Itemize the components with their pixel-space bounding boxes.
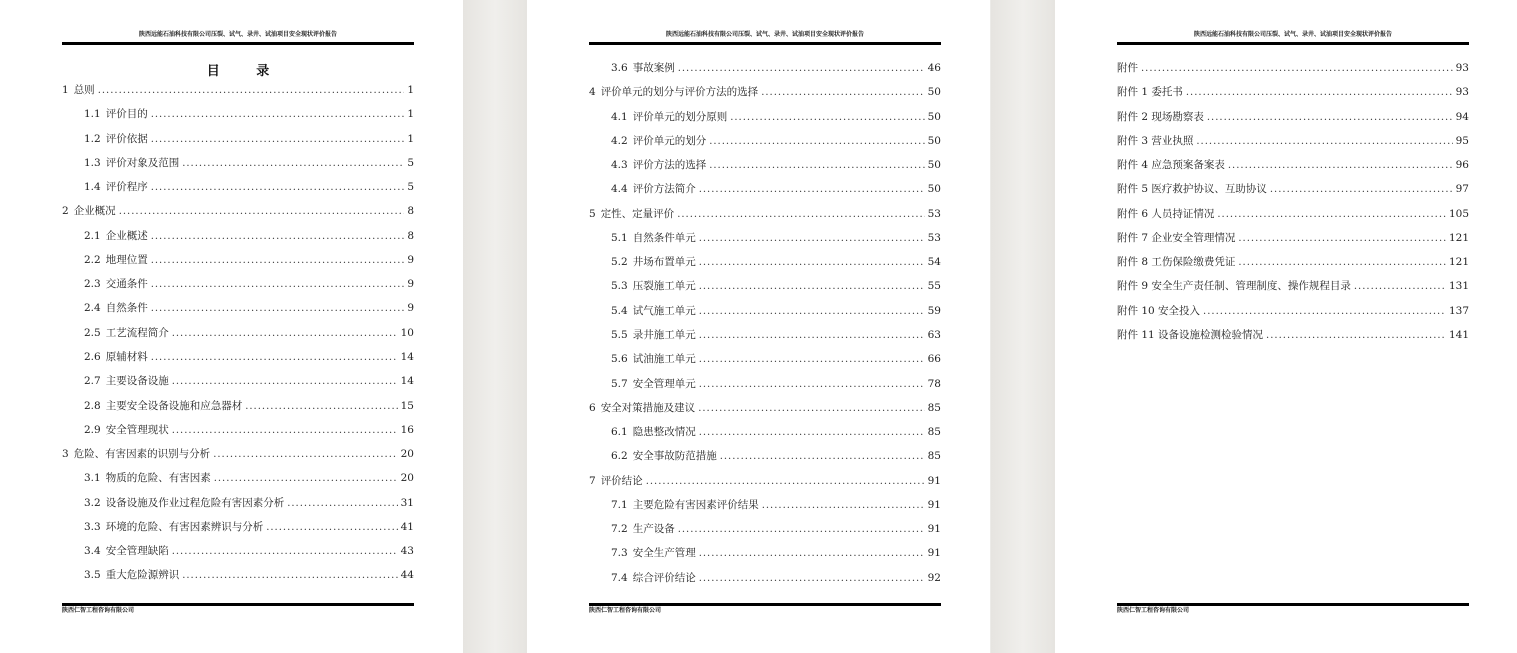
toc-entry[interactable] <box>611 231 941 245</box>
toc-entry-number: 2.8 <box>84 399 101 412</box>
toc-dot-leader <box>1238 256 1446 270</box>
toc-page-number: 91 <box>927 474 941 487</box>
toc-entry-number: 5.7 <box>611 377 628 390</box>
toc-entry-title: 附件 7 企业安全管理情况 <box>1117 231 1236 244</box>
toc-entry-title: 安全对策措施及建议 <box>600 401 696 414</box>
toc-page-number: 55 <box>927 280 941 293</box>
toc-page-number: 31 <box>400 496 414 509</box>
toc-entry-title: 附件 1 委托书 <box>1117 86 1183 99</box>
toc-entry-title: 附件 6 人员持证情况 <box>1117 207 1215 220</box>
toc-entry-title: 自然条件单元 <box>632 231 696 244</box>
toc-dot-leader <box>151 181 405 195</box>
toc-entry[interactable] <box>84 301 414 315</box>
toc-entry-title: 评价方法简介 <box>632 183 696 196</box>
toc-dot-leader <box>151 302 405 316</box>
toc-entry-title: 安全生产管理 <box>632 547 696 560</box>
toc-dot-leader <box>1270 183 1453 197</box>
page-gutter <box>463 0 527 653</box>
toc-entry[interactable] <box>611 546 941 560</box>
toc-entry-number: 1.3 <box>84 156 101 169</box>
toc-entry-number: 5.1 <box>611 231 628 244</box>
toc-page-number: 50 <box>927 183 941 196</box>
toc-entry[interactable] <box>589 401 941 415</box>
toc-page-number: 66 <box>927 353 941 366</box>
toc-dot-leader <box>172 545 398 559</box>
toc-dot-leader <box>182 157 404 171</box>
page-footer-company: 陕西仁智工程咨询有限公司 <box>589 607 662 614</box>
toc-dot-leader <box>678 62 925 76</box>
toc-page-number: 78 <box>927 377 941 390</box>
toc-dot-leader <box>699 280 925 294</box>
toc-dot-leader <box>98 84 405 98</box>
toc-entry-number: 4.3 <box>611 159 628 172</box>
toc-entry-title: 主要危险有害因素评价结果 <box>632 498 759 511</box>
toc-entry-title: 环境的危险、有害因素辨识与分析 <box>105 520 264 533</box>
toc-page-number: 43 <box>400 545 414 558</box>
footer-rule <box>62 603 414 606</box>
toc-page-number: 20 <box>400 448 414 461</box>
footer-rule <box>1117 603 1469 606</box>
toc-entry-number: 7 <box>589 474 596 487</box>
toc-dot-leader <box>119 205 405 219</box>
toc-entry[interactable] <box>611 377 941 391</box>
toc-entry[interactable] <box>611 279 941 293</box>
toc-dot-leader <box>1228 159 1453 173</box>
page-header-title: 陕西远能石油科技有限公司压裂、试气、录井、试油项目安全现状评价报告 <box>665 31 864 38</box>
toc-dot-leader <box>172 424 398 438</box>
toc-entry-title: 录井施工单元 <box>632 329 696 341</box>
toc-page-number: 50 <box>927 159 941 172</box>
toc-entry-title: 主要安全设备设施和应急器材 <box>105 399 243 412</box>
toc-entry-title: 交通条件 <box>105 278 148 291</box>
toc-entry[interactable] <box>589 207 941 221</box>
toc-entry[interactable] <box>611 255 941 269</box>
toc-entry-number: 3.2 <box>84 496 101 509</box>
toc-entry[interactable] <box>84 326 414 340</box>
toc-page-number: 50 <box>927 86 941 99</box>
toc-entry-title: 企业概况 <box>73 205 116 218</box>
toc-entry[interactable] <box>84 568 414 582</box>
toc-dot-leader <box>245 400 397 414</box>
toc-entry-number: 1 <box>62 84 69 96</box>
toc-entry-title: 安全管理现状 <box>105 423 169 436</box>
toc-entry[interactable] <box>611 498 941 512</box>
toc-entry-number: 7.3 <box>611 547 628 560</box>
toc-page-number: 53 <box>927 207 941 220</box>
toc-entry[interactable] <box>62 204 414 218</box>
toc-entry-title: 评价程序 <box>105 181 148 194</box>
toc-entry[interactable] <box>1117 255 1469 269</box>
toc-entry-number: 3.4 <box>84 545 101 558</box>
toc-entry-title: 附件 2 现场勘察表 <box>1117 110 1204 123</box>
toc-entry-number: 3.6 <box>611 62 628 74</box>
toc-entry-number: 6 <box>589 401 596 414</box>
toc-entry-title: 隐患整改情况 <box>632 426 696 439</box>
toc-entry-number: 4.2 <box>611 134 628 147</box>
toc-entry[interactable] <box>84 277 414 291</box>
toc-dot-leader <box>151 230 405 244</box>
toc-entry[interactable] <box>611 61 941 75</box>
toc-page-number: 16 <box>400 423 414 436</box>
toc-dot-leader <box>182 569 397 583</box>
toc-entry-title: 附件 10 安全投入 <box>1117 304 1201 317</box>
toc-dot-leader <box>699 183 925 197</box>
toc-entry-title: 物质的危险、有害因素 <box>105 472 211 485</box>
toc-page-number: 1 <box>407 84 414 96</box>
toc-dot-leader <box>1203 305 1446 319</box>
toc-entry-title: 原辅材料 <box>105 351 148 363</box>
toc-dot-leader <box>646 475 925 489</box>
toc-dot-leader <box>151 351 398 365</box>
toc-dot-leader <box>699 547 925 561</box>
toc-dot-leader <box>151 108 405 122</box>
toc-entry-title: 附件 5 医疗救护协议、互助协议 <box>1117 183 1267 196</box>
toc-entry-number: 2.5 <box>84 326 101 339</box>
toc-entry-title: 附件 4 应急预案备案表 <box>1117 159 1225 172</box>
toc-entry[interactable] <box>611 522 941 536</box>
page-footer-company: 陕西仁智工程咨询有限公司 <box>1117 607 1190 614</box>
toc-page-number: 96 <box>1455 159 1469 172</box>
toc-entry[interactable] <box>1117 61 1469 75</box>
toc-page-number: 63 <box>927 329 941 341</box>
toc-entry-number: 4.1 <box>611 110 628 123</box>
toc-entry-title: 总则 <box>73 84 95 96</box>
toc-entry-title: 附件 8 工伤保险缴费凭证 <box>1117 256 1236 269</box>
toc-entry[interactable] <box>611 182 941 196</box>
toc-entry[interactable] <box>611 158 941 172</box>
toc-entry-number: 2.1 <box>84 229 101 242</box>
toc-entry-number: 5.4 <box>611 304 628 317</box>
toc-page-number: 10 <box>400 326 414 339</box>
toc-page-number: 91 <box>927 523 941 536</box>
toc-dot-leader <box>698 402 924 416</box>
toc-entry-title: 井场布置单元 <box>632 256 696 269</box>
toc-dot-leader <box>677 208 924 222</box>
toc-title: 目 录 <box>206 64 286 79</box>
toc-dot-leader <box>1141 62 1453 76</box>
toc-entry[interactable] <box>611 449 941 463</box>
document-page-3 <box>1055 0 1517 653</box>
toc-entry-number: 7.2 <box>611 523 628 536</box>
toc-entry-number: 6.2 <box>611 450 628 463</box>
toc-entry[interactable] <box>1117 85 1469 99</box>
toc-dot-leader <box>699 353 925 367</box>
toc-page-number: 53 <box>927 231 941 244</box>
toc-entry[interactable] <box>84 399 414 413</box>
toc-page-number: 1 <box>407 132 414 145</box>
toc-entry[interactable] <box>62 83 414 97</box>
toc-entry-number: 1.1 <box>84 108 101 121</box>
toc-entry-number: 5.3 <box>611 280 628 293</box>
toc-dot-leader <box>214 472 398 486</box>
toc-entry-number: 1.2 <box>84 132 101 145</box>
toc-entry-title: 附件 11 设备设施检测检验情况 <box>1117 329 1264 341</box>
footer-rule <box>589 603 941 606</box>
toc-entry-number: 2.4 <box>84 302 101 315</box>
header-rule <box>589 42 941 45</box>
toc-page-number: 5 <box>407 181 414 194</box>
toc-entry[interactable] <box>611 304 941 318</box>
toc-dot-leader <box>172 375 398 389</box>
toc-entry[interactable] <box>1117 279 1469 293</box>
toc-entry-title: 附件 9 安全生产责任制、管理制度、操作规程目录 <box>1117 280 1351 293</box>
toc-entry-title: 压裂施工单元 <box>632 280 696 293</box>
toc-dot-leader <box>678 523 925 537</box>
toc-page-number: 9 <box>407 253 414 266</box>
toc-entry-number: 5 <box>589 207 596 220</box>
toc-entry[interactable] <box>611 352 941 366</box>
toc-dot-leader <box>699 378 925 392</box>
toc-page-number: 1 <box>407 108 414 121</box>
toc-page-number: 54 <box>927 256 941 269</box>
toc-entry[interactable] <box>84 107 414 121</box>
toc-entry-number: 2 <box>62 205 69 218</box>
toc-entry-title: 设备设施及作业过程危险有害因素分析 <box>105 496 285 509</box>
toc-page-number: 14 <box>400 375 414 388</box>
toc-dot-leader <box>1266 329 1446 343</box>
toc-dot-leader <box>720 450 925 464</box>
toc-page-number: 94 <box>1455 110 1469 123</box>
toc-entry-title: 评价对象及范围 <box>105 156 180 169</box>
toc-entry-title: 自然条件 <box>105 302 148 315</box>
toc-page-number: 93 <box>1455 86 1469 99</box>
toc-page-number: 15 <box>400 399 414 412</box>
toc-entry[interactable] <box>1117 110 1469 124</box>
toc-dot-leader <box>151 133 405 147</box>
toc-dot-leader <box>266 521 397 535</box>
toc-dot-leader <box>699 329 925 343</box>
toc-entry[interactable] <box>84 156 414 170</box>
toc-entry-number: 3.3 <box>84 520 101 533</box>
header-rule <box>62 42 414 45</box>
toc-entry[interactable] <box>84 253 414 267</box>
toc-page-number: 85 <box>927 450 941 463</box>
toc-entry[interactable] <box>1117 158 1469 172</box>
toc-dot-leader <box>1207 111 1453 125</box>
toc-entry-title: 试气施工单元 <box>632 304 696 317</box>
toc-entry[interactable] <box>84 423 414 437</box>
page-footer-company: 陕西仁智工程咨询有限公司 <box>62 607 135 614</box>
toc-entry-title: 评价单元的划分 <box>632 134 707 147</box>
toc-entry[interactable] <box>84 229 414 243</box>
toc-entry[interactable] <box>84 180 414 194</box>
toc-dot-leader <box>1196 135 1452 149</box>
toc-page-number: 105 <box>1448 207 1469 220</box>
toc-entry-title: 安全管理缺陷 <box>105 545 169 558</box>
toc-entry[interactable] <box>611 110 941 124</box>
toc-page-number: 121 <box>1448 231 1469 244</box>
toc-dot-leader <box>709 135 924 149</box>
toc-dot-leader <box>699 232 925 246</box>
toc-entry[interactable] <box>611 328 941 342</box>
toc-dot-leader <box>761 86 924 100</box>
toc-entry[interactable] <box>1117 134 1469 148</box>
toc-page-number: 44 <box>400 569 414 582</box>
toc-dot-leader <box>1217 208 1446 222</box>
toc-entry-number: 7.1 <box>611 498 628 511</box>
toc-dot-leader <box>699 305 925 319</box>
toc-entry[interactable] <box>84 520 414 534</box>
toc-entry-number: 2.2 <box>84 253 101 266</box>
toc-entry-title: 主要设备设施 <box>105 375 169 388</box>
toc-page-number: 92 <box>927 571 941 584</box>
toc-entry-number: 1.4 <box>84 181 101 194</box>
toc-dot-leader <box>762 499 925 513</box>
toc-entry-title: 评价单元的划分与评价方法的选择 <box>600 86 759 99</box>
toc-page-number: 9 <box>407 278 414 291</box>
document-page-1 <box>0 0 463 653</box>
toc-entry-title: 工艺流程简介 <box>105 326 169 339</box>
toc-page-number: 8 <box>407 229 414 242</box>
document-page-2 <box>527 0 990 653</box>
toc-page-number: 8 <box>407 205 414 218</box>
toc-entry-number: 2.7 <box>84 375 101 388</box>
toc-page-number: 91 <box>927 547 941 560</box>
toc-entry-title: 附件 3 营业执照 <box>1117 134 1194 147</box>
toc-entry-title: 评价结论 <box>600 474 643 487</box>
toc-entry[interactable] <box>1117 231 1469 245</box>
toc-entry-title: 评价方法的选择 <box>632 159 707 172</box>
toc-entry-number: 3.1 <box>84 472 101 485</box>
toc-page-number: 91 <box>927 498 941 511</box>
toc-entry-number: 5.5 <box>611 329 628 341</box>
toc-page-number: 14 <box>400 351 414 363</box>
toc-entry-number: 3 <box>62 448 69 461</box>
toc-page-number: 137 <box>1448 304 1469 317</box>
toc-dot-leader <box>172 327 398 341</box>
toc-dot-leader <box>287 497 397 511</box>
page-gutter <box>991 0 1055 653</box>
toc-page-number: 131 <box>1448 280 1469 293</box>
toc-entry[interactable] <box>84 132 414 146</box>
toc-entry-title: 定性、定量评价 <box>600 207 675 220</box>
toc-dot-leader <box>699 426 925 440</box>
toc-entry-title: 事故案例 <box>632 62 675 74</box>
toc-entry-title: 评价依据 <box>105 132 148 145</box>
toc-entry-title: 企业概述 <box>105 229 148 242</box>
toc-entry[interactable] <box>1117 207 1469 221</box>
toc-dot-leader <box>213 448 397 462</box>
toc-entry-number: 3.5 <box>84 569 101 582</box>
toc-page-number: 93 <box>1455 62 1469 74</box>
page-header-title: 陕西远能石油科技有限公司压裂、试气、录井、试油项目安全现状评价报告 <box>1193 31 1392 38</box>
toc-entry[interactable] <box>62 447 414 461</box>
toc-page-number: 5 <box>407 156 414 169</box>
toc-entry-title: 试油施工单元 <box>632 353 696 366</box>
page-header-title: 陕西远能石油科技有限公司压裂、试气、录井、试油项目安全现状评价报告 <box>138 31 337 38</box>
toc-dot-leader <box>1354 280 1446 294</box>
toc-page-number: 50 <box>927 134 941 147</box>
toc-entry[interactable] <box>84 544 414 558</box>
toc-page-number: 46 <box>927 62 941 74</box>
toc-page-number: 85 <box>927 401 941 414</box>
toc-entry-number: 2.3 <box>84 278 101 291</box>
toc-entry[interactable] <box>611 134 941 148</box>
toc-dot-leader <box>699 572 925 586</box>
toc-dot-leader <box>1238 232 1446 246</box>
toc-entry[interactable] <box>1117 304 1469 318</box>
toc-entry-number: 2.6 <box>84 351 101 363</box>
toc-entry-title: 生产设备 <box>632 523 675 536</box>
toc-page-number: 9 <box>407 302 414 315</box>
toc-page-number: 85 <box>927 426 941 439</box>
toc-entry-title: 评价单元的划分原则 <box>632 110 728 123</box>
toc-entry[interactable] <box>1117 328 1469 342</box>
toc-entry-title: 安全事故防范措施 <box>632 450 717 463</box>
toc-page-number: 97 <box>1455 183 1469 196</box>
toc-entry-number: 5.6 <box>611 353 628 366</box>
toc-entry-title: 地理位置 <box>105 253 148 266</box>
toc-dot-leader <box>151 278 405 292</box>
toc-entry-title: 安全管理单元 <box>632 377 696 390</box>
toc-entry-number: 6.1 <box>611 426 628 439</box>
toc-entry[interactable] <box>84 496 414 510</box>
toc-page-number: 41 <box>400 520 414 533</box>
toc-dot-leader <box>151 254 405 268</box>
toc-entry-number: 4 <box>589 86 596 99</box>
toc-entry-title: 评价目的 <box>105 108 148 121</box>
toc-page-number: 59 <box>927 304 941 317</box>
toc-entry[interactable] <box>84 471 414 485</box>
toc-entry-title: 综合评价结论 <box>632 571 696 584</box>
toc-entry[interactable] <box>611 425 941 439</box>
toc-page-number: 95 <box>1455 134 1469 147</box>
toc-entry-number: 2.9 <box>84 423 101 436</box>
toc-entry-title: 危险、有害因素的识别与分析 <box>73 448 211 461</box>
toc-entry[interactable] <box>1117 182 1469 196</box>
toc-entry-title: 附件 <box>1117 62 1138 74</box>
toc-dot-leader <box>730 111 924 125</box>
toc-page-number: 50 <box>927 110 941 123</box>
toc-entry[interactable] <box>84 374 414 388</box>
toc-entry[interactable] <box>589 85 941 99</box>
toc-entry-number: 4.4 <box>611 183 628 196</box>
toc-entry-title: 重大危险源辨识 <box>105 569 180 582</box>
toc-page-number: 141 <box>1448 329 1469 341</box>
toc-entry-number: 7.4 <box>611 571 628 584</box>
toc-page-number: 20 <box>400 472 414 485</box>
toc-dot-leader <box>709 159 924 173</box>
toc-entry[interactable] <box>611 571 941 585</box>
toc-entry-number: 5.2 <box>611 256 628 269</box>
header-rule <box>1117 42 1469 45</box>
toc-dot-leader <box>1186 86 1453 100</box>
toc-dot-leader <box>699 256 925 270</box>
toc-page-number: 121 <box>1448 256 1469 269</box>
toc-entry[interactable] <box>84 350 414 364</box>
toc-entry[interactable] <box>589 474 941 488</box>
